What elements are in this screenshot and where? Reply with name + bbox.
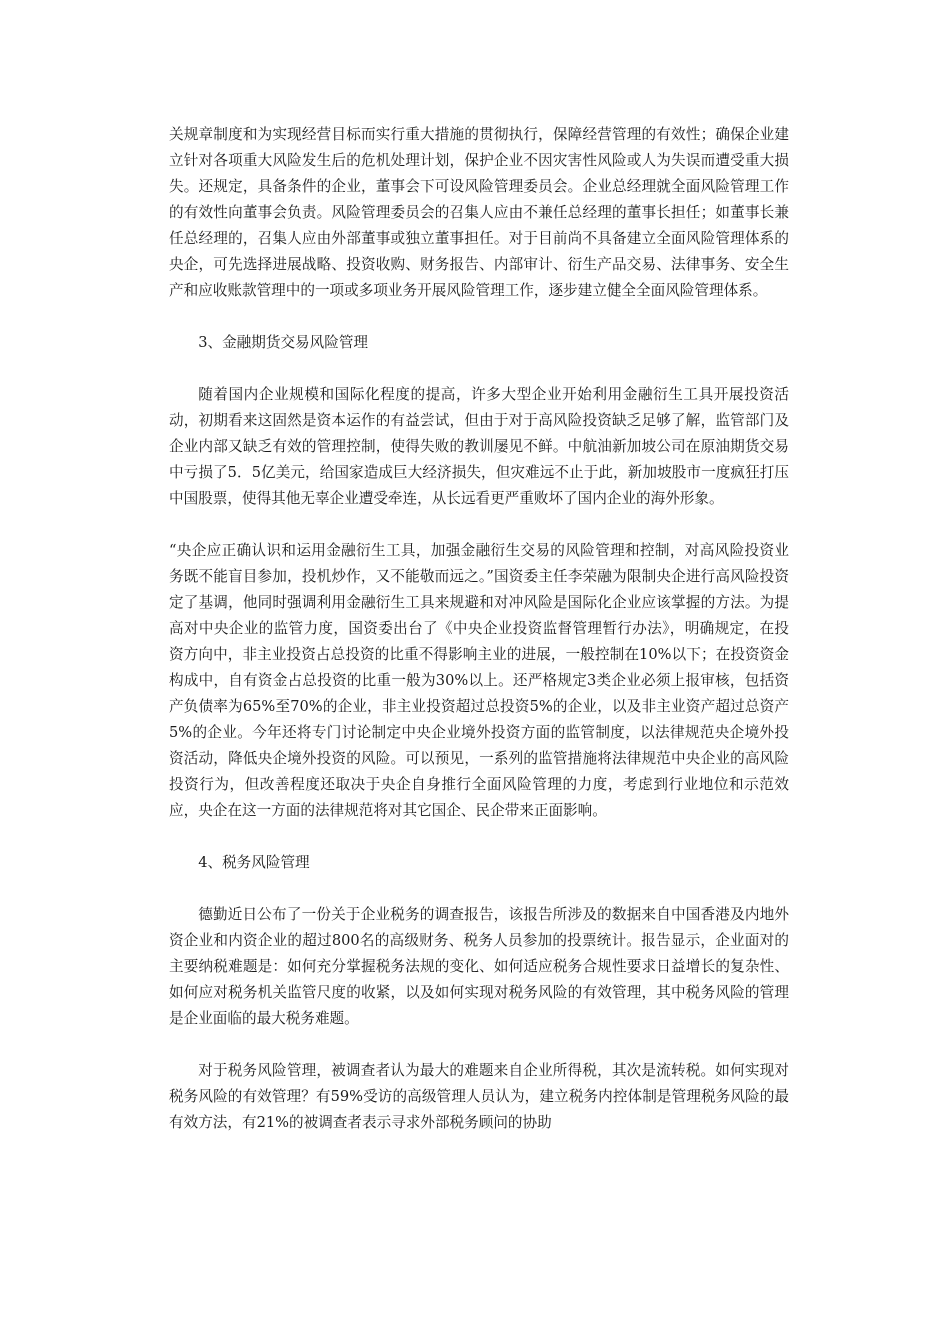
paragraph-1: 关规章制度和为实现经营目标而实行重大措施的贯彻执行，保障经营管理的有效性；确保企业建立针对各项重大风险发生后的危机处理计划，保护企业不因灾害性风险或人为失误而遭受重大损失。还规定，具备条件的企业，董事会下可设风险管理委员会。企业总经理就全面风险管理工作的有效性向董事会负责。风险管理委员会的召集人应由不兼任总经理的董事长担任；如董事长兼任总经理的，召集人应由外部董事或独立董事担任。对于目前尚不具备建立全面风险管理体系的央企，可先选择进展战略、投资收购、财务报告、内部审计、衍生产品交易、法律事务、安全生产和应收账款管理中的一项或多项业务开展风险管理工作，逐步建立健全全面风险管理体系。 — [169, 126, 789, 299]
section-heading-4: 4、税务风险管理 — [198, 854, 310, 871]
section-heading-3: 3、金融期货交易风险管理 — [198, 334, 369, 351]
paragraph-4: 德勤近日公布了一份关于企业税务的调查报告，该报告所涉及的数据来自中国香港及内地外资企业和内资企业的超过800名的高级财务、税务人员参加的投票统计。报告显示，企业面对的主要纳税难题是：如何充分掌握税务法规的变化、如何适应税务合规性要求日益增长的复杂性、如何应对税务机关监管尺度的收紧，以及如何实现对税务风险的有效管理，其中税务风险的管理是企业面临的最大税务难题。 — [169, 906, 789, 1027]
paragraph-3: “央企应正确认识和运用金融衍生工具，加强金融衍生交易的风险管理和控制，对高风险投资业务既不能盲目参加，投机炒作，又不能敬而远之。”国资委主任李荣融为限制央企进行高风险投资定了基调，他同时强调利用金融衍生工具来规避和对冲风险是国际化企业应该掌握的方法。为提高对中央企业的监管力度，国资委出台了《中央企业投资监督管理暂行办法》，明确规定，在投资方向中，非主业投资占总投资的比重不得影响主业的进展，一般控制在10%以下；在投资资金构成中，自有资金占总投资的比重一般为30%以上。还严格规定3类企业必须上报审核，包括资产负债率为65%至70%的企业，非主业投资超过总投资5%的企业，以及非主业资产超过总资产5%的企业。今年还将专门讨论制定中央企业境外投资方面的监管制度，以法律规范央企境外投资活动，降低央企境外投资的风险。可以预见，一系列的监管措施将法律规范中央企业的高风险投资行为，但改善程度还取决于央企自身推行全面风险管理的力度，考虑到行业地位和示范效应，央企在这一方面的法律规范将对其它国企、民企带来正面影响。 — [169, 542, 789, 819]
paragraph-2: 随着国内企业规模和国际化程度的提高，许多大型企业开始利用金融衍生工具开展投资活动，初期看来这固然是资本运作的有益尝试，但由于对于高风险投资缺乏足够了解，监管部门及企业内部又缺乏有效的管理控制，使得失败的教训屡见不鲜。中航油新加坡公司在原油期货交易中亏损了5．5亿美元，给国家造成巨大经济损失，但灾难远不止于此，新加坡股市一度疯狂打压中国股票，使得其他无辜企业遭受牵连，从长远看更严重败坏了国内企业的海外形象。 — [169, 386, 789, 507]
document-body — [169, 122, 789, 1136]
paragraph-5: 对于税务风险管理，被调查者认为最大的难题来自企业所得税，其次是流转税。如何实现对税务风险的有效管理？有59%受访的高级管理人员认为，建立税务内控体制是管理税务风险的最有效方法，有21%的被调查者表示寻求外部税务顾问的协助 — [169, 1062, 789, 1131]
